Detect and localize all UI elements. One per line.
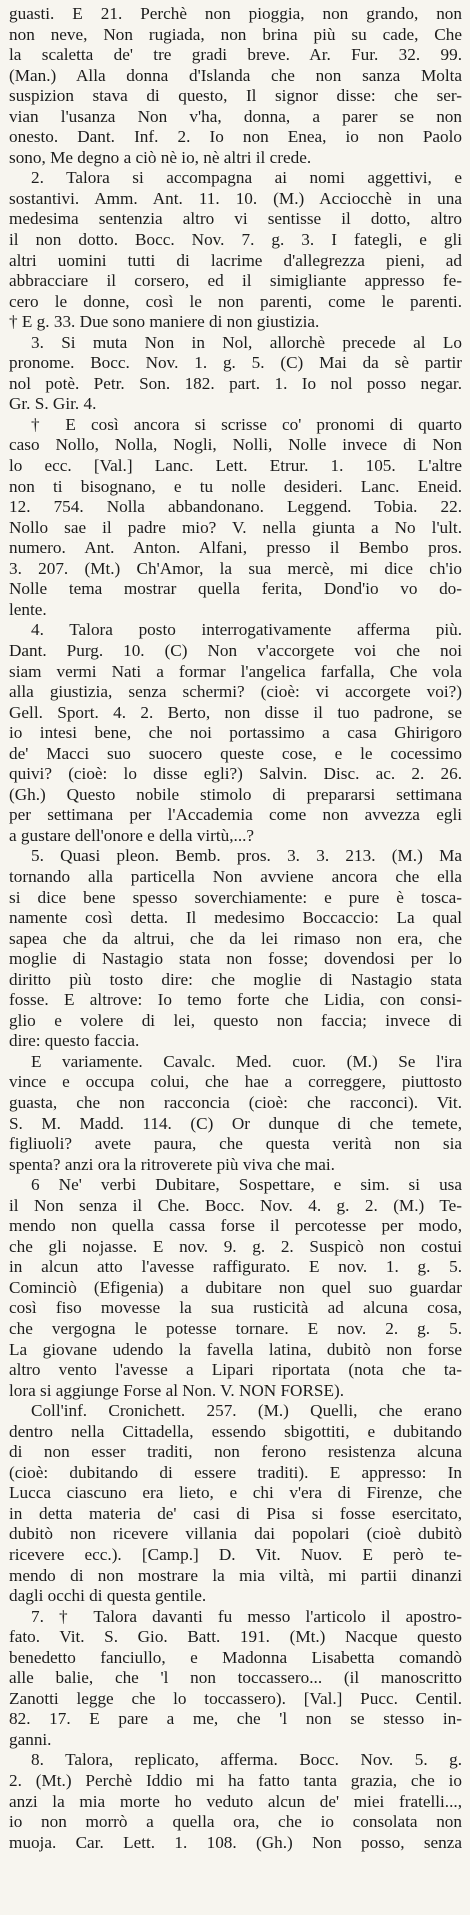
text-line: ricevere ecc.). [Camp.] D. Vit. Nuov. E però te- [9, 1545, 462, 1565]
text-line: S. M. Madd. 114. (C) Or dunque di che temete, [9, 1113, 462, 1133]
text-line: di non esser traditi, non ferono resistenza alcuna [9, 1442, 462, 1462]
text-line: (Gh.) Questo nobile stimolo di prepararsi settimana [9, 784, 462, 804]
text-line: Gr. S. Gir. 4. [9, 394, 97, 414]
text-line: il Non senza il Che. Bocc. Nov. 4. g. 2. (M.) Te- [9, 1195, 462, 1215]
text-line: altri uomini tutti di lacrime d'allegrezza pieni, ad [9, 250, 462, 270]
text-line: guasta, che non racconcia (cioè: che racconci). Vit. [9, 1092, 462, 1112]
text-line: spenta? anzi ora la ritroverete più viva che mai. [9, 1154, 335, 1174]
text-line: † E g. 33. Due sono maniere di non giustizia. [9, 312, 320, 332]
text-line: 2. (Mt.) Perchè Iddio mi ha fatto tanta grazia, che io [9, 1771, 462, 1791]
text-line: 7. † Talora davanti fu messo l'articolo il apostro- [31, 1606, 462, 1626]
text-line: Zanotti legge che lo toccassero). [Val.] Pucc. Centil. [9, 1688, 462, 1708]
text-line: suspizion stava di questo, Il signor disse: che ser- [9, 86, 462, 106]
text-line: mendo non quella cassa forse il percotesse per modo, [9, 1216, 462, 1236]
text-line: in detta materia de' casi di Pisa si fosse esercitato, [9, 1503, 462, 1523]
text-line: dire: questo faccia. [9, 1031, 140, 1051]
text-line: (Man.) Alla donna d'Islanda che non sanza Molta [9, 65, 462, 85]
text-line: sapea che da altrui, che da lei rimaso non era, che [9, 928, 462, 948]
text-line: Cominciò (Efigenia) a dubitare non quel suo guardar [9, 1277, 462, 1297]
text-line: 82. 17. E pare a me, che 'l non se stesso in- [9, 1709, 462, 1729]
text-line: vince e occupa colui, che hae a correggere, piuttosto [9, 1072, 462, 1092]
text-line: glio e volere di lei, questo non faccia; invece di [9, 1010, 462, 1030]
text-line: Nollo sae il padre mio? V. nella giunta a No l'ult. [9, 517, 462, 537]
text-line: alla giustizia, senza schermi? (cioè: vi accorgete voi?) [9, 682, 462, 702]
text-line: 3. Si muta Non in Nol, allorchè precede al Lo [31, 332, 462, 352]
text-line: altro vento l'avesse a Lipari riportata (nota che ta- [9, 1360, 462, 1380]
text-line: alle balie, che 'l non toccassero... (il manoscritto [9, 1668, 462, 1688]
text-line: guasti. E 21. Perchè non pioggia, non grando, non [9, 4, 462, 23]
text-line: medesima sentenzia altro vi sentisse il dotto, altro [9, 209, 462, 229]
text-line: moglie di Nastagio stata non fosse; dovendosi per lo [9, 949, 462, 969]
text-line: lente. [9, 599, 47, 619]
text-line: figliuoli? avete paura, che questa verità non sia [9, 1134, 462, 1154]
text-line: diritto più tosto dire: che moglie di Nastagio stata [9, 969, 462, 989]
text-line: muoja. Car. Lett. 1. 108. (Gh.) Non posso, senza [9, 1832, 462, 1852]
text-line: siam vermi Nati a formar l'angelica farfalla, Che vola [9, 661, 462, 681]
text-line: la scaletta de' tre gradi breve. Ar. Fur. 32. 99. [9, 45, 462, 65]
text-line: quivi? (cioè: lo disse egli?) Salvin. Disc. ac. 2. 26. [9, 764, 462, 784]
text-line: namente così detta. Il medesimo Boccaccio: La qual [9, 908, 462, 928]
text-line: mendo di non mostrare la mia viltà, mi partii dinanzi [9, 1565, 462, 1585]
text-line: Nolle tema mostrar quella ferita, Dond'io vo do- [9, 579, 462, 599]
text-line: non neve, Non rugiada, non brina più su cade, Che [9, 24, 462, 44]
text-line: che gli nojasse. E nov. 9. g. 2. Suspicò non costui [9, 1236, 462, 1256]
text-line: io intesi bene, che noi portassimo a casa Ghirigoro [9, 723, 462, 743]
text-line: 5. Quasi pleon. Bemb. pros. 3. 3. 213. (M.) Ma [31, 846, 462, 866]
text-line: Lucca ciascuno era lieto, e chi v'era di Firenze, che [9, 1483, 462, 1503]
text-line: dagli occhi di questa gentile. [9, 1586, 207, 1606]
text-line: onesto. Dant. Inf. 2. Io non Enea, io non Paolo [9, 127, 462, 147]
text-line: numero. Ant. Anton. Alfani, presso il Bembo pros. [9, 538, 462, 558]
text-line: abbracciare il corsero, ed il simigliante appresso fe- [9, 271, 462, 291]
text-line: lo ecc. [Val.] Lanc. Lett. Etrur. 1. 105. L'altre [9, 456, 462, 476]
text-line: sostantivi. Amm. Ant. 11. 10. (M.) Acciocchè in una [9, 188, 462, 208]
text-line: tornando alla particella Non avviene ancora che ella [9, 866, 462, 886]
text-line: si dice bene spesso soverchiamente: e pure è tosca- [9, 887, 462, 907]
text-line: fosse. E altrove: Io temo forte che Lidia, con consi- [9, 990, 462, 1010]
text-line: vian l'usanza Non v'ha, donna, a parer se non [9, 106, 462, 126]
text-line: pronome. Bocc. Nov. 1. g. 5. (C) Mai da sè partir [9, 353, 462, 373]
text-line: caso Nollo, Nolla, Nogli, Nolli, Nolle invece di Non [9, 435, 462, 455]
text-line: dentro nella Cittadella, essendo sbigottiti, e dubitando [9, 1421, 462, 1441]
text-line: La giovane udendo la favella latina, dubitò non forse [9, 1339, 462, 1359]
text-line: anzi la mia morte ho veduto alcun de' miei fratelli..., [9, 1791, 462, 1811]
text-line: 2. Talora si accompagna ai nomi aggettivi, e [31, 168, 462, 188]
text-line: † E così ancora si scrisse co' pronomi di quarto [31, 414, 462, 434]
text-line: 8. Talora, replicato, afferma. Bocc. Nov. 5. g. [31, 1750, 462, 1770]
text-line: 3. 207. (Mt.) Ch'Amor, la sua mercè, mi dice ch'io [9, 558, 462, 578]
text-line: 12. 754. Nolla abbandonano. Leggend. Tobia. 22. [9, 497, 462, 517]
text-line: sono, Me degno a ciò nè io, nè altri il crede. [9, 147, 312, 167]
text-line: fato. Vit. S. Gio. Batt. 191. (Mt.) Nacque questo [9, 1627, 462, 1647]
text-line: de' Macci suo suocero queste cose, e le cocessimo [9, 743, 462, 763]
text-line: 4. Talora posto interrogativamente afferma più. [31, 620, 462, 640]
text-line: a gustare dell'onore e della virtù,...? [9, 825, 255, 845]
text-line: E variamente. Cavalc. Med. cuor. (M.) Se l'ira [31, 1051, 462, 1071]
text-line: ganni. [9, 1729, 52, 1749]
text-line: io non morrò a quella ora, che io consolata non [9, 1812, 462, 1832]
text-line: Dant. Purg. 10. (C) Non v'accorgete voi che noi [9, 640, 462, 660]
text-line: non ti bisognano, e tu nolle desideri. Lanc. Eneid. [9, 476, 462, 496]
text-line: 6 Ne' verbi Dubitare, Sospettare, e sim. si usa [31, 1175, 462, 1195]
text-line: per settimana per l'Accademia come non avvezza egli [9, 805, 462, 825]
text-line: che vergogna le potesse tornare. E nov. 2. g. 5. [9, 1319, 462, 1338]
text-line: lora si aggiunge Forse al Non. V. NON FORSE). [9, 1380, 344, 1400]
text-line: così fiso movesse la sua rusticità ad alcuna cosa, [9, 1298, 462, 1318]
text-line: Gell. Sport. 4. 2. Berto, non disse il tuo padrone, se [9, 702, 462, 722]
text-line: dubitò non ricevere villania dai popolari (cioè dubitò [9, 1524, 462, 1544]
text-line: il non dotto. Bocc. Nov. 7. g. 3. I fategli, e gli [9, 230, 462, 250]
text-line: cero le donne, così le non parenti, come le parenti. [9, 291, 462, 311]
text-line: (cioè: dubitando di essere traditi). E appresso: In [9, 1462, 462, 1482]
text-line: Coll'inf. Cronichett. 257. (M.) Quelli, che erano [31, 1401, 462, 1421]
text-line: in alcun atto l'avesse raffigurato. E nov. 1. g. 5. [9, 1257, 462, 1277]
text-line: nol potè. Petr. Son. 182. part. 1. Io nol posso negar. [9, 373, 462, 393]
text-line: benedetto fanciullo, e Madonna Lisabetta comandò [9, 1647, 462, 1667]
